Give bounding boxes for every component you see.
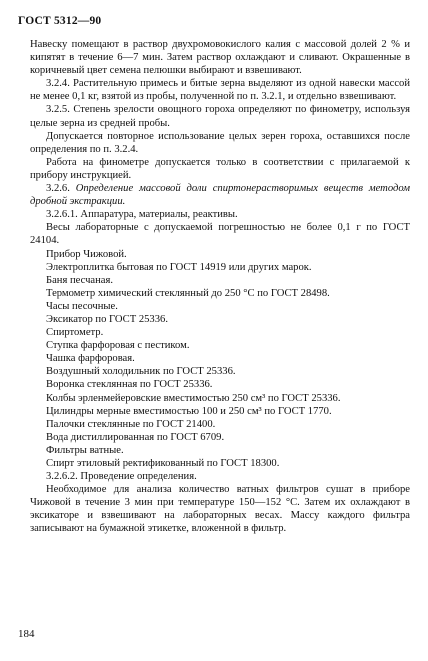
equipment-item: Ступка фарфоровая с пестиком.: [46, 340, 190, 352]
equipment-item: Прибор Чижовой.: [46, 248, 127, 260]
paragraph: Необходимое для анализа количество ватных фильтров сушат в приборе Чижовой в течение 3 мин при температуре 150—152 °С. Затем их охлаждают в эксикаторе и взвешивают на лабораторных весах. Массу каждого фильтра записывают на бумажной этикетке, вложенной в фильтр.: [30, 484, 410, 535]
paragraph: 3.2.4. Растительную примесь и битые зерна выделяют из одной навески массой не менее 0,1 кг, взятой из пробы, полученной по п. 3.2.1, и отдельно взвешивают.: [30, 78, 410, 103]
equipment-item: Чашка фарфоровая.: [46, 353, 135, 365]
paragraph: Навеску помещают в раствор двухромовокислого калия с массовой долей 2 % и кипятят в течение 6—7 мин. Затем раствор охлаждают и сливают. Окрашенные в коричневый цвет семена пелюшки выбирают и взвешивают.: [30, 39, 410, 77]
paragraph: Работа на финометре допускается только в соответствии с прилагаемой к прибору инструкцией.: [30, 156, 410, 181]
equipment-item: Воронка стеклянная по ГОСТ 25336.: [46, 379, 213, 391]
equipment-item: Вода дистиллированная по ГОСТ 6709.: [46, 431, 225, 443]
equipment-item: Часы песочные.: [46, 300, 118, 312]
equipment-item: Баня песчаная.: [46, 274, 114, 286]
equipment-item: Спиртометр.: [46, 327, 104, 339]
equipment-item: Спирт этиловый ректификованный по ГОСТ 18300.: [46, 458, 280, 469]
page-number: 184: [18, 628, 35, 640]
equipment-item: Палочки стеклянные по ГОСТ 21400.: [46, 418, 216, 430]
equipment-item: Воздушный холодильник по ГОСТ 25336.: [46, 366, 236, 378]
paragraph: Допускается повторное использование целых зерен гороха, оставшихся после определения по п. 3.2.4.: [30, 130, 410, 155]
paragraph: 3.2.5. Степень зрелости овощного гороха определяют по финометру, используя целые зерна из средней пробы.: [30, 104, 410, 129]
subsection-heading: 3.2.6.2. Проведение определения.: [46, 471, 197, 483]
section-heading: [30, 182, 410, 208]
equipment-item: Эксикатор по ГОСТ 25336.: [46, 313, 168, 325]
section-title: Определение массовой доли спиртонерастворимых веществ методом дробной экстракции.: [30, 183, 410, 208]
paragraph: Весы лабораторные с допускаемой погрешностью не более 0,1 г по ГОСТ 24104.: [30, 222, 410, 247]
equipment-item: Термометр химический стеклянный до 250 °С по ГОСТ 28498.: [46, 287, 330, 299]
page-header: ГОСТ 5312—90: [18, 15, 102, 27]
equipment-item: Колбы эрленмейеровские вместимостью 250 см³ по ГОСТ 25336.: [46, 392, 341, 404]
equipment-item: Электроплитка бытовая по ГОСТ 14919 или других марок.: [46, 261, 312, 273]
equipment-item: Цилиндры мерные вместимостью 100 и 250 см³ по ГОСТ 1770.: [46, 405, 332, 417]
equipment-item: Фильтры ватные.: [46, 444, 124, 456]
document-body: [30, 38, 410, 536]
subsection-heading: 3.2.6.1. Аппаратура, материалы, реактивы.: [46, 209, 238, 221]
section-number: 3.2.6.: [46, 183, 70, 195]
